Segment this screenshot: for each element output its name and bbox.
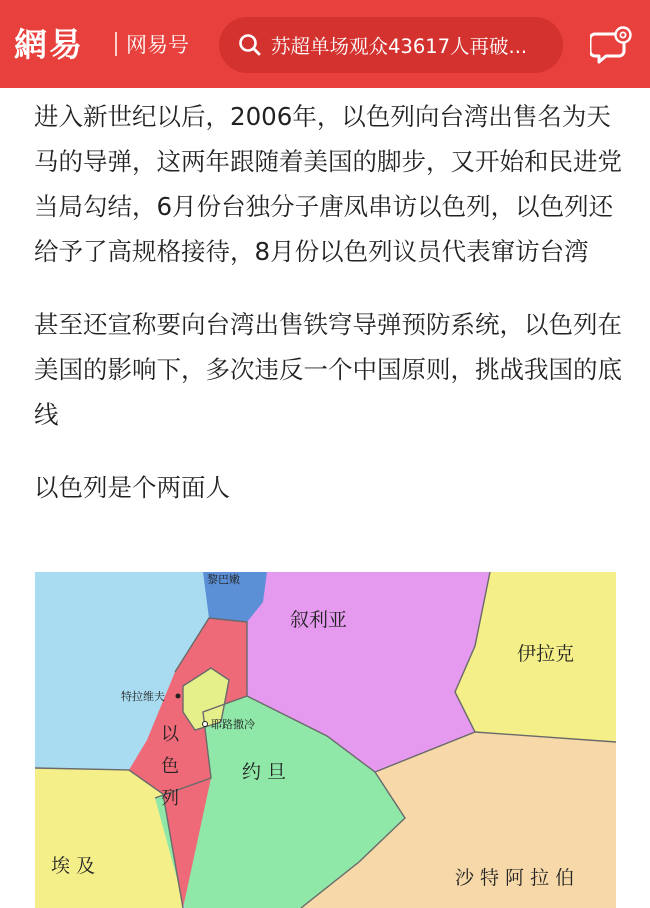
netease-logo[interactable]: 網易 [14, 24, 84, 64]
map-label-syria: 叙利亚 [290, 609, 348, 631]
map-label-saudi: 沙 特 阿 拉 伯 [455, 867, 575, 889]
channel-label[interactable]: 网易号 [126, 33, 189, 57]
tel-aviv-marker [176, 694, 181, 699]
search-bar[interactable] [219, 17, 563, 73]
map-label-jerusalem: 耶路撒冷 [211, 718, 255, 731]
message-button[interactable] [590, 26, 634, 66]
jerusalem-marker [203, 722, 208, 727]
header-divider [115, 32, 117, 56]
map-label-egypt: 埃 及 [51, 855, 96, 877]
map-label-iraq: 伊拉克 [517, 643, 575, 665]
map-label-israel-2: 色 [161, 756, 179, 777]
map-label-israel-3: 列 [161, 788, 179, 809]
map-label-lebanon: 黎巴嫩 [207, 573, 240, 586]
top-bar [0, 0, 650, 88]
article-paragraph: 进入新世纪以后，2006年，以色列向台湾出售名为天马的导弹，这两年跟随着美国的脚步，又开始和民进党当局勾结，6月份台独分子唐凤串访以色列，以色列还给予了高规格接待，8月份以色列议员代表窜访台湾 [34, 102, 622, 266]
map-label-jordan: 约 旦 [242, 761, 287, 783]
article-map-image[interactable] [35, 572, 616, 908]
search-icon [237, 32, 263, 58]
article-paragraph: 甚至还宣称要向台湾出售铁穹导弹预防系统，以色列在美国的影响下，多次违反一个中国原则，挑战我国的底线 [34, 310, 622, 429]
article-paragraph: 以色列是个两面人 [34, 473, 230, 502]
search-hot-query: 苏超单场观众43617人再破... [271, 35, 528, 58]
article-body [34, 94, 624, 538]
message-icon [590, 26, 634, 66]
map-label-tel-aviv: 特拉维夫 [121, 690, 165, 703]
map-label-israel-1: 以 [161, 724, 179, 745]
